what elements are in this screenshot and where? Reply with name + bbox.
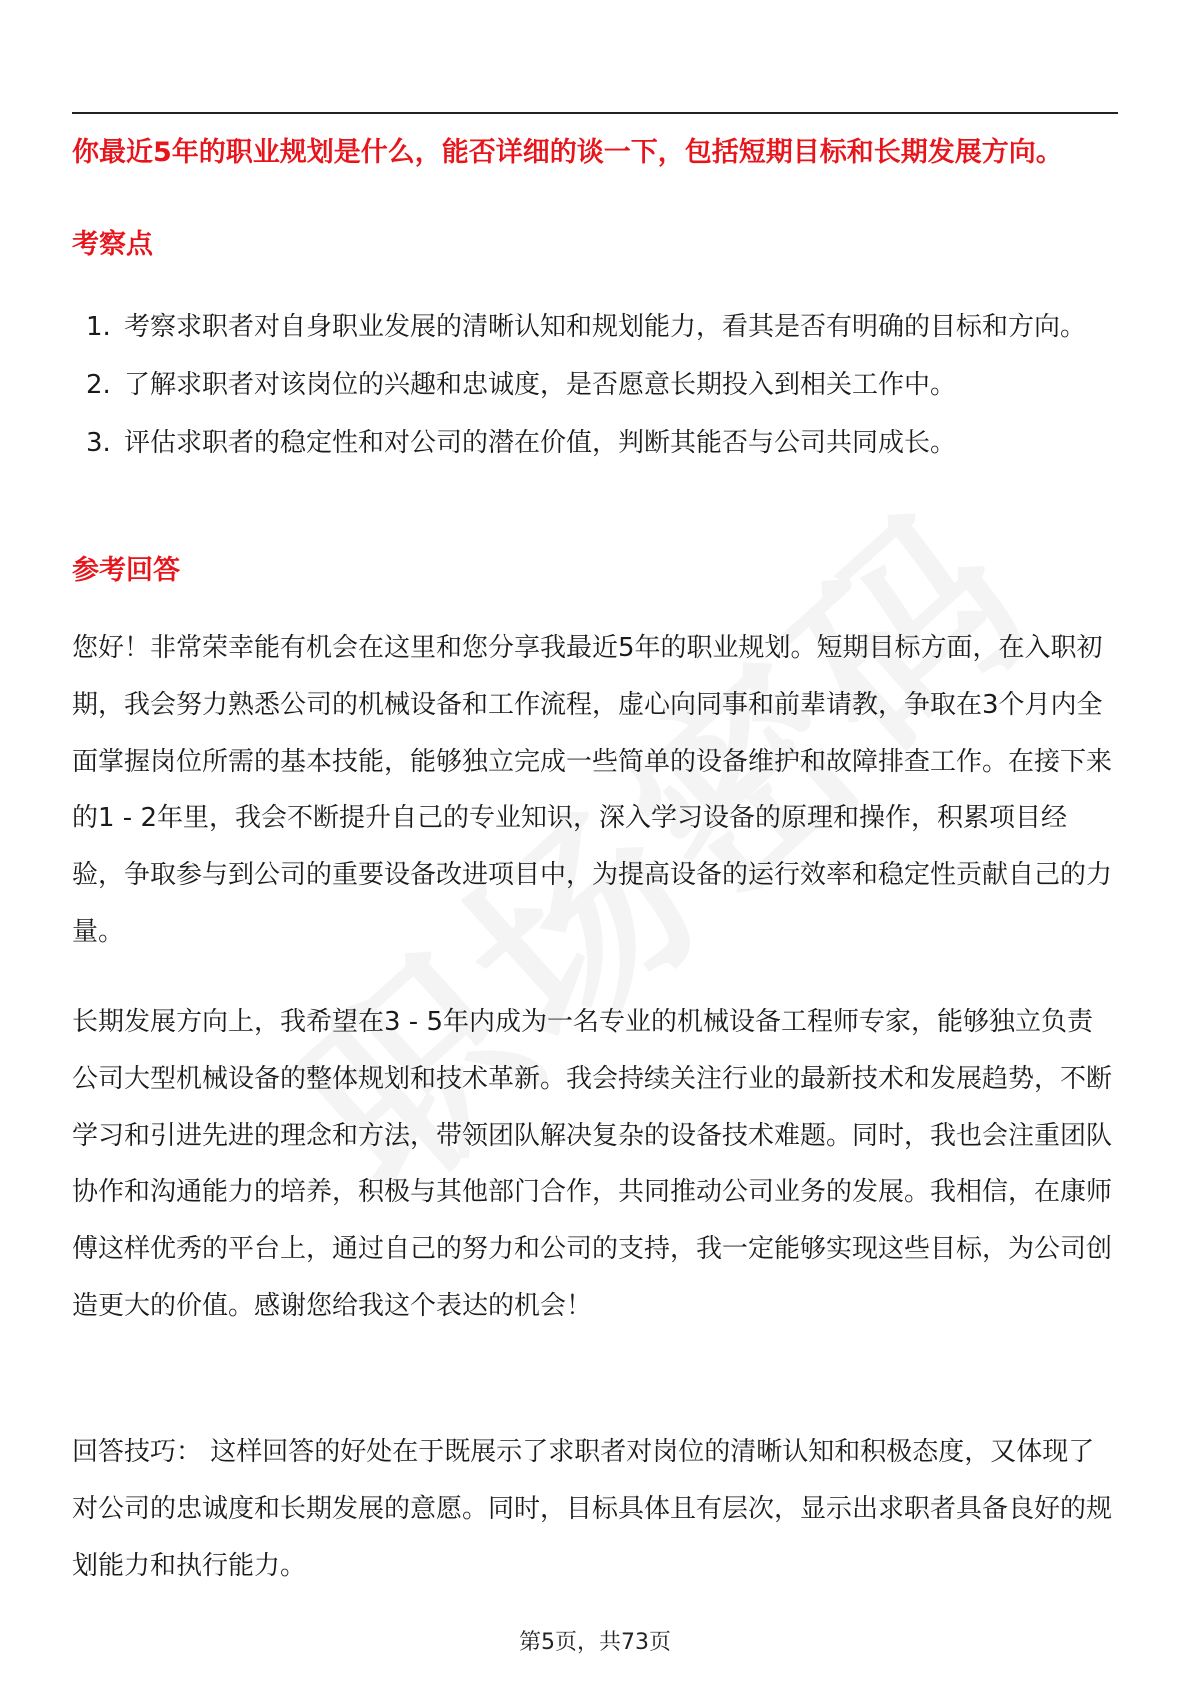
check-points-heading: 考察点 [72,229,153,260]
list-item-number: 3. [86,428,111,458]
answer-tip: 回答技巧： 这样回答的好处在于既展示了求职者对岗位的清晰认知和积极态度，又体现了对公司的忠诚度和长期发展的意愿。同时，目标具体且有层次，显示出求职者具备良好的规划能力和执行能力。 [72,1437,1113,1581]
list-item-text: 考察求职者对自身职业发展的清晰认知和规划能力，看其是否有明确的目标和方向。 [124,312,1087,342]
top-divider [72,112,1118,114]
list-item [72,298,1118,356]
list-item-number: 2. [86,370,111,400]
page-number: 第5页，共73页 [519,1630,671,1655]
answer-paragraph-short-term: 您好！非常荣幸能有机会在这里和您分享我最近5年的职业规划。短期目标方面，在入职初期，我会努力熟悉公司的机械设备和工作流程，虚心向同事和前辈请教，争取在3个月内全面掌握岗位所需的基本技能，能够独立完成一些简单的设备维护和故障排查工作。在接下来的1 - 2年里，我会不断提升自己的专业知识，深入学习设备的原理和操作，积累项目经验，争取参与到公司的重要设备改进项目中，为提高设备的运行效率和稳定性贡献自己的力量。 [72,633,1113,947]
list-item-number: 1. [86,312,111,342]
list-item-text: 了解求职者对该岗位的兴趣和忠诚度，是否愿意长期投入到相关工作中。 [124,370,957,400]
list-item [72,414,1118,472]
question-title: 你最近5年的职业规划是什么，能否详细的谈一下，包括短期目标和长期发展方向。 [72,137,1063,168]
list-item-text: 评估求职者的稳定性和对公司的潜在价值，判断其能否与公司共同成长。 [124,428,957,458]
answer-paragraph-long-term: 长期发展方向上，我希望在3 - 5年内成为一名专业的机械设备工程师专家，能够独立负责公司大型机械设备的整体规划和技术革新。我会持续关注行业的最新技术和发展趋势，不断学习和引进先进的理念和方法，带领团队解决复杂的设备技术难题。同时，我也会注重团队协作和沟通能力的培养，积极与其他部门合作，共同推动公司业务的发展。我相信，在康师傅这样优秀的平台上，通过自己的努力和公司的支持，我一定能够实现这些目标，为公司创造更大的价值。感谢您给我这个表达的机会！ [72,1007,1113,1321]
answer-heading: 参考回答 [72,555,180,586]
list-item [72,356,1118,414]
check-points-list [72,298,1118,472]
